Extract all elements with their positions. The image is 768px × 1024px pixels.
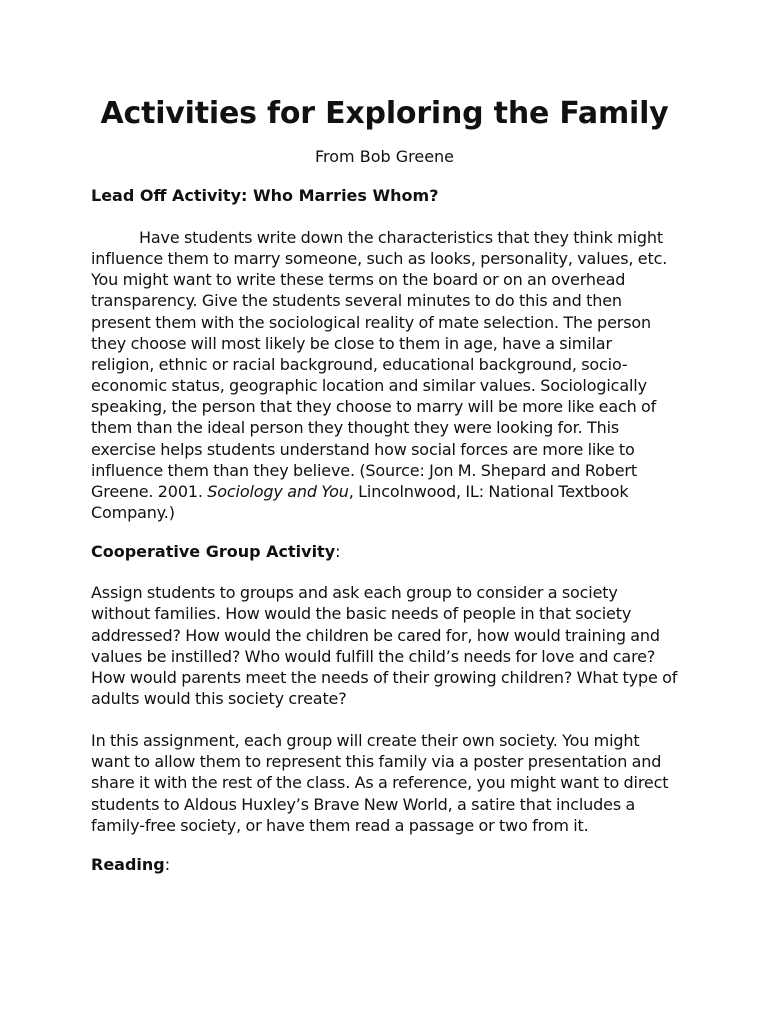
reading-heading (91, 854, 678, 876)
reading-heading-colon: : (164, 854, 171, 874)
lead-off-paragraph (91, 227, 678, 523)
reading-heading-text: Reading (91, 854, 165, 874)
cooperative-heading-text: Cooperative Group Activity (91, 542, 336, 562)
lead-off-paragraph-text: Have students write down the characteristics that they think might influence them to marry someone, such as looks, personality, values, etc. You might want to write these terms on the board or on an overhead transparency. Give the students several minutes to do this and then present them with the sociological reality of mate selection. The person they choose will most likely be close to them in age, have a similar religion, ethnic or racial background, educational background, socio-economic status, geographic location and similar values. Sociologically speaking, the person that they choose to marry will be more like each of them than the ideal person they thought they were looking for. This exercise helps students understand how social forces are more like to influence them than they believe. (Source: Jon M. Shepard and Robert Greene. 2001. (91, 228, 668, 501)
cooperative-heading (91, 541, 678, 563)
cooperative-paragraph-2: In this assignment, each group will create their own society. You might want to allow them to represent this family via a poster presentation and share it with the rest of the class. As a reference, you might want to direct students to Aldous Huxley’s Brave New World, a satire that includes a family-free society, or have them read a passage or two from it. (91, 731, 669, 835)
lead-off-heading (91, 185, 678, 207)
document-title: Activities for Exploring the Family (100, 96, 669, 131)
cooperative-heading-colon: : (335, 542, 341, 562)
document-byline: From Bob Greene (314, 147, 455, 166)
cooperative-paragraph-1: Assign students to groups and ask each group to consider a society without families. How would the basic needs of people in that society addressed? How would the children be cared for, how would training and values be instilled? Who would fulfill the child’s needs for love and care? How would parents meet the needs of their growing children? What type of adults would this society create? (91, 583, 678, 708)
lead-off-heading-text: Lead Off Activity: Who Marries Whom? (91, 186, 439, 205)
book-title-italic: Sociology and You (207, 481, 349, 501)
lead-off-paragraph-end: , Lincolnwood, IL: National Textbook Company.) (91, 481, 629, 523)
